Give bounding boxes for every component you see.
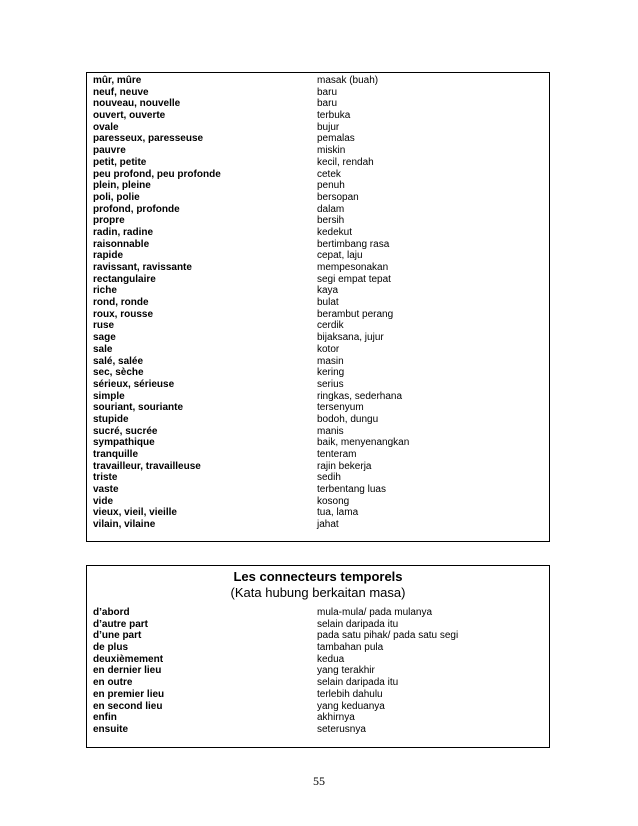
vocab-row [93, 133, 545, 145]
vocab-row [93, 332, 545, 344]
malay-translation: baik, menyenangkan [317, 437, 410, 449]
malay-translation: penuh [317, 180, 345, 192]
french-term: d’abord [93, 607, 130, 618]
malay-translation: selain daripada itu [317, 677, 399, 689]
french-term: sympathique [93, 437, 155, 449]
vocab-row [93, 98, 545, 110]
vocab-row [93, 642, 545, 654]
vocab-row [93, 391, 545, 403]
vocab-row [93, 250, 545, 262]
vocab-row [93, 274, 545, 286]
malay-translation: manis [317, 425, 344, 437]
french-term: petit, petite [93, 156, 147, 168]
malay-translation: kedekut [317, 226, 353, 238]
french-term: ruse [93, 320, 115, 332]
french-term: en premier lieu [93, 688, 165, 700]
french-term: sucré, sucrée [93, 425, 158, 437]
vocab-row [93, 689, 545, 701]
vocab-row [93, 414, 545, 426]
vocab-row [93, 239, 545, 251]
malay-translation: terbuka [317, 110, 351, 122]
malay-translation: bertimbang rasa [317, 238, 390, 250]
vocab-row [93, 630, 545, 642]
malay-translation: pada satu pihak/ pada satu segi [317, 630, 459, 642]
page-number: 55 [313, 774, 325, 788]
malay-translation: cepat, laju [317, 250, 363, 262]
malay-translation: tua, lama [317, 507, 359, 519]
malay-translation: bersopan [317, 191, 359, 203]
vocab-row [93, 379, 545, 391]
malay-translation: yang terakhir [317, 665, 375, 677]
french-term: rond, ronde [93, 297, 149, 309]
french-term: vieux, vieil, vieille [93, 507, 177, 519]
french-term: roux, rousse [93, 308, 154, 320]
malay-translation: terbentang luas [317, 484, 386, 496]
malay-translation: cetek [317, 168, 341, 180]
french-term: vaste [93, 484, 119, 496]
vocab-row [93, 297, 545, 309]
vocab-row [93, 519, 545, 531]
vocab-row [93, 607, 545, 619]
vocab-row [93, 449, 545, 461]
vocab-row [93, 437, 545, 449]
malay-translation: pemalas [317, 133, 355, 145]
malay-translation: kosong [317, 495, 350, 507]
malay-translation: mula-mula/ pada mulanya [317, 607, 433, 618]
vocab-row [93, 356, 545, 368]
malay-translation: segi empat tepat [317, 273, 391, 285]
french-term: raisonnable [93, 238, 150, 250]
malay-translation: kaya [317, 285, 339, 297]
vocab-row [93, 677, 545, 689]
french-term: profond, profonde [93, 203, 180, 215]
vocab-row [93, 110, 545, 122]
vocab-row [93, 426, 545, 438]
vocab-row [93, 619, 545, 631]
vocab-row [93, 665, 545, 677]
malay-translation: masin [317, 355, 344, 367]
french-term: de plus [93, 642, 129, 654]
vocab-row [93, 215, 545, 227]
malay-translation: cerdik [317, 320, 344, 332]
vocab-row [93, 402, 545, 414]
malay-translation: bijaksana, jujur [317, 332, 384, 344]
french-term: rapide [93, 250, 124, 262]
vocab-row [93, 169, 545, 181]
connectors-table [86, 565, 550, 748]
french-term: propre [93, 215, 125, 227]
french-term: riche [93, 285, 117, 297]
vocab-row [93, 724, 545, 736]
vocab-row [93, 496, 545, 508]
french-term: d’autre part [93, 618, 149, 630]
malay-translation: bujur [317, 121, 340, 133]
french-term: sérieux, sérieuse [93, 378, 175, 390]
malay-translation: akhirnya [317, 712, 355, 724]
french-term: neuf, neuve [93, 86, 149, 98]
french-term: mûr, mûre [93, 75, 142, 86]
french-term: radin, radine [93, 226, 154, 238]
vocab-row [93, 122, 545, 134]
vocab-row [93, 262, 545, 274]
french-term: ovale [93, 121, 119, 133]
french-term: triste [93, 472, 118, 484]
malay-translation: baru [317, 86, 338, 98]
vocab-row [93, 145, 545, 157]
vocab-row [93, 484, 545, 496]
malay-translation: seterusnya [317, 723, 366, 735]
french-term: plein, pleine [93, 180, 151, 192]
vocab-row [93, 75, 545, 87]
adjectives-table [86, 72, 550, 542]
connectors-rows [93, 607, 545, 736]
vocab-row [93, 180, 545, 192]
vocab-row [93, 227, 545, 239]
french-term: sec, sèche [93, 367, 144, 379]
malay-translation: rajin bekerja [317, 460, 372, 472]
french-term: travailleur, travailleuse [93, 460, 201, 472]
malay-translation: mempesonakan [317, 262, 389, 273]
vocab-row [93, 285, 545, 297]
malay-translation: bodoh, dungu [317, 413, 379, 425]
connectors-title: Les connecteurs temporels [233, 569, 403, 584]
malay-translation: kecil, rendah [317, 156, 374, 168]
french-term: peu profond, peu profonde [93, 168, 221, 180]
connectors-subtitle: (Kata hubung berkaitan masa) [230, 585, 406, 600]
malay-translation: ringkas, sederhana [317, 390, 403, 402]
french-term: ensuite [93, 723, 129, 735]
vocab-row [93, 309, 545, 321]
french-term: salé, salée [93, 355, 144, 367]
malay-translation: serius [317, 378, 344, 390]
vocab-row [93, 192, 545, 204]
vocab-row [93, 157, 545, 169]
french-term: deuxièmement [93, 653, 164, 665]
malay-translation: miskin [317, 145, 346, 157]
malay-translation: kering [317, 367, 345, 379]
french-term: nouveau, nouvelle [93, 98, 181, 110]
french-term: en outre [93, 677, 133, 689]
french-term: stupide [93, 413, 129, 425]
malay-translation: sedih [317, 472, 341, 484]
vocab-row [93, 367, 545, 379]
vocab-row [93, 344, 545, 356]
malay-translation: jahat [317, 519, 339, 531]
french-term: sage [93, 332, 116, 344]
vocab-row [93, 654, 545, 666]
french-term: en dernier lieu [93, 665, 162, 677]
malay-translation: masak (buah) [317, 75, 379, 86]
malay-translation: yang keduanya [317, 700, 385, 712]
french-term: enfin [93, 712, 117, 724]
vocab-row [93, 87, 545, 99]
malay-translation: berambut perang [317, 308, 394, 320]
french-term: tranquille [93, 449, 139, 460]
french-term: souriant, souriante [93, 402, 184, 414]
vocab-row [93, 701, 545, 713]
french-term: d’une part [93, 630, 142, 642]
french-term: vilain, vilaine [93, 519, 156, 531]
vocab-row [93, 712, 545, 724]
vocab-row [93, 507, 545, 519]
vocab-row [93, 320, 545, 332]
french-term: pauvre [93, 145, 126, 157]
malay-translation: terlebih dahulu [317, 688, 383, 700]
malay-translation: tenteram [317, 449, 357, 460]
vocab-row [93, 204, 545, 216]
malay-translation: selain daripada itu [317, 618, 399, 630]
french-term: simple [93, 390, 125, 402]
adjectives-rows [93, 75, 545, 531]
malay-translation: bersih [317, 215, 345, 227]
french-term: ouvert, ouverte [93, 110, 166, 122]
french-term: ravissant, ravissante [93, 262, 192, 273]
french-term: paresseux, paresseuse [93, 133, 204, 145]
malay-translation: kedua [317, 653, 345, 665]
french-term: poli, polie [93, 191, 140, 203]
malay-translation: kotor [317, 343, 340, 355]
french-term: sale [93, 343, 113, 355]
malay-translation: dalam [317, 203, 345, 215]
malay-translation: tambahan pula [317, 642, 384, 654]
malay-translation: bulat [317, 297, 339, 309]
malay-translation: baru [317, 98, 338, 110]
french-term: vide [93, 495, 114, 507]
vocab-row [93, 461, 545, 473]
french-term: en second lieu [93, 700, 163, 712]
french-term: rectangulaire [93, 273, 156, 285]
malay-translation: tersenyum [317, 402, 364, 414]
vocab-row [93, 472, 545, 484]
